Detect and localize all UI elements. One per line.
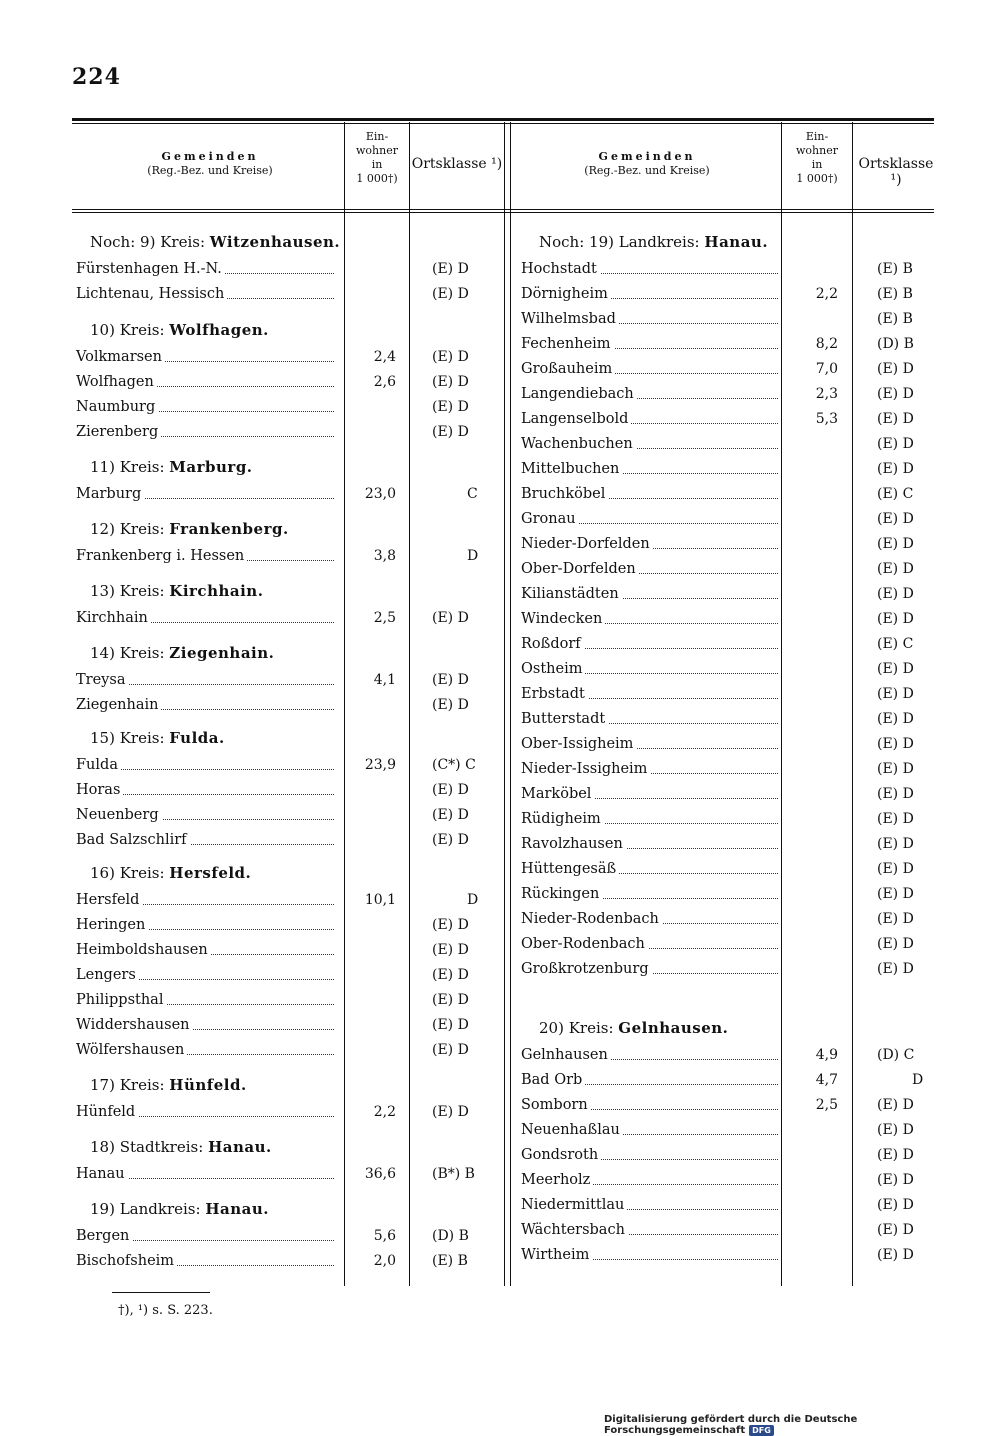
section-name: Hünfeld. [169, 1076, 247, 1094]
ortsklasse-value: (E) D [432, 1017, 469, 1033]
table-row [521, 857, 937, 881]
table-row [521, 332, 937, 356]
place-name: Somborn [521, 1093, 591, 1117]
table-row [76, 913, 492, 937]
table-row [521, 1068, 937, 1092]
credit-text: Digitalisierung gefördert durch die Deutsche Forschungsgemeinschaft [604, 1414, 858, 1436]
ortsklasse-value: (E) D [877, 586, 914, 602]
ortsklasse-value: (E) D [432, 286, 469, 302]
table-row [76, 1249, 492, 1273]
place-name: Niedermittlau [521, 1193, 627, 1217]
ortsklasse-value: (E) B [877, 261, 913, 277]
place-name: Langenselbold [521, 407, 631, 431]
place-name: Hünfeld [76, 1100, 138, 1124]
header-einwohner-line: wohner [356, 144, 398, 157]
table-row [521, 782, 937, 806]
header-einwohner-line: 1 000†) [796, 172, 838, 185]
footnote-rule [112, 1292, 210, 1293]
ortsklasse-value: D [912, 1072, 924, 1088]
place-name: Windecken [521, 607, 605, 631]
ortsklasse-value: (E) D [432, 374, 469, 390]
place-name: Nieder-Dorfelden [521, 532, 653, 556]
ortsklasse-value: (E) D [432, 917, 469, 933]
ortsklasse-value: D [467, 548, 479, 564]
ortsklasse-value: (E) D [877, 1197, 914, 1213]
place-name: Hochstadt [521, 257, 600, 281]
population-value: 8,2 [815, 336, 838, 352]
header-gemeinden-title: Gemeinden [598, 150, 696, 163]
population-value: 7,0 [815, 361, 838, 377]
ortsklasse-value: (E) D [877, 1222, 914, 1238]
header-einwohner-right [782, 130, 852, 186]
table-row [521, 1093, 937, 1117]
ortsklasse-value: (E) D [877, 536, 914, 552]
top-rule-thick [72, 118, 934, 121]
ortsklasse-value: (E) D [877, 911, 914, 927]
digitization-credit [604, 1414, 1000, 1436]
section-heading [539, 1016, 728, 1040]
population-value: 2,2 [373, 1104, 396, 1120]
header-ortsklasse-left: Ortsklasse ¹) [411, 156, 503, 172]
ortsklasse-value: (E) D [877, 411, 914, 427]
header-bottom-rule-2 [72, 212, 934, 213]
table-row [76, 1038, 492, 1062]
section-heading [90, 1197, 269, 1221]
table-row [76, 395, 492, 419]
table-row [521, 557, 937, 581]
population-value: 2,4 [373, 349, 396, 365]
place-name: Großauheim [521, 357, 615, 381]
ortsklasse-value: (E) D [432, 1042, 469, 1058]
ortsklasse-value: (E) D [432, 942, 469, 958]
place-name: Frankenberg i. Hessen [76, 544, 247, 568]
table-row [521, 707, 937, 731]
place-name: Rüdigheim [521, 807, 604, 831]
place-name: Wachenbuchen [521, 432, 636, 456]
section-prefix: 18) Stadtkreis: [90, 1138, 204, 1156]
ortsklasse-value: (E) D [877, 1147, 914, 1163]
place-name: Butterstadt [521, 707, 608, 731]
table-row [521, 682, 937, 706]
ortsklasse-value: (E) D [877, 436, 914, 452]
place-name: Rückingen [521, 882, 602, 906]
population-value: 2,5 [815, 1097, 838, 1113]
ortsklasse-value: (D) B [432, 1228, 469, 1244]
section-name: Ziegenhain. [169, 644, 275, 662]
place-name: Nieder-Rodenbach [521, 907, 662, 931]
table-row [521, 807, 937, 831]
place-name: Marköbel [521, 782, 594, 806]
section-name: Kirchhain. [169, 582, 264, 600]
place-name: Heringen [76, 913, 148, 937]
place-name: Bergen [76, 1224, 132, 1248]
table-row [521, 1118, 937, 1142]
ortsklasse-value: (E) D [432, 610, 469, 626]
population-value: 5,6 [373, 1228, 396, 1244]
ortsklasse-value: (D) B [877, 336, 914, 352]
place-name: Wölfershausen [76, 1038, 187, 1062]
ortsklasse-value: D [467, 892, 479, 908]
place-name: Bad Orb [521, 1068, 585, 1092]
ortsklasse-value: (E) D [432, 992, 469, 1008]
population-value: 4,1 [373, 672, 396, 688]
table-row [521, 407, 937, 431]
section-heading [90, 455, 253, 479]
section-heading [90, 318, 269, 342]
place-name: Naumburg [76, 395, 158, 419]
ortsklasse-value: (E) D [432, 424, 469, 440]
ortsklasse-value: (E) D [877, 1172, 914, 1188]
footnote: †), ¹) s. S. 223. [118, 1303, 213, 1318]
ortsklasse-value: (E) D [877, 611, 914, 627]
table-row [521, 1218, 937, 1242]
page-number: 224 [72, 64, 121, 90]
table-row [521, 1043, 937, 1067]
population-value: 10,1 [364, 892, 396, 908]
place-name: Lengers [76, 963, 139, 987]
ortsklasse-value: (C*) C [432, 757, 476, 773]
table-row [76, 803, 492, 827]
table-row [521, 832, 937, 856]
section-prefix: 15) Kreis: [90, 729, 165, 747]
place-name: Bruchköbel [521, 482, 608, 506]
ortsklasse-value: (E) D [877, 736, 914, 752]
place-name: Wächtersbach [521, 1218, 628, 1242]
table-row [76, 1224, 492, 1248]
table-row [521, 582, 937, 606]
place-name: Großkrotzenburg [521, 957, 652, 981]
place-name: Roßdorf [521, 632, 584, 656]
section-name: Gelnhausen. [618, 1019, 729, 1037]
place-name: Widdershausen [76, 1013, 193, 1037]
table-row [76, 888, 492, 912]
population-value: 2,0 [373, 1253, 396, 1269]
place-name: Gelnhausen [521, 1043, 611, 1067]
header-bottom-rule [72, 209, 934, 210]
section-name: Frankenberg. [169, 520, 289, 538]
place-name: Ober-Issigheim [521, 732, 636, 756]
header-gemeinden-title: Gemeinden [161, 150, 259, 163]
population-value: 4,9 [815, 1047, 838, 1063]
ortsklasse-value: (E) D [877, 1097, 914, 1113]
ortsklasse-value: (E) B [432, 1253, 468, 1269]
place-name: Gronau [521, 507, 579, 531]
place-name: Horas [76, 778, 123, 802]
ortsklasse-value: (E) D [432, 672, 469, 688]
table-row [76, 345, 492, 369]
ortsklasse-value: (E) D [877, 761, 914, 777]
section-name: Hanau. [205, 1200, 269, 1218]
section-prefix: 10) Kreis: [90, 321, 165, 339]
section-prefix: 19) Landkreis: [90, 1200, 201, 1218]
place-name: Erbstadt [521, 682, 588, 706]
ortsklasse-value: (E) D [877, 461, 914, 477]
ortsklasse-value: C [467, 486, 478, 502]
table-row [521, 482, 937, 506]
header-einwohner-line: wohner [796, 144, 838, 157]
table-row [521, 657, 937, 681]
table-row [76, 544, 492, 568]
table-row [521, 1243, 937, 1267]
ortsklasse-value: (E) D [877, 711, 914, 727]
place-name: Volkmarsen [76, 345, 165, 369]
place-name: Fürstenhagen H.-N. [76, 257, 225, 281]
header-gemeinden-left [80, 150, 340, 178]
table-row [521, 1143, 937, 1167]
header-gemeinden-sub: (Reg.-Bez. und Kreise) [147, 164, 273, 177]
ortsklasse-value: (E) D [877, 936, 914, 952]
table-row [76, 1162, 492, 1186]
section-heading [539, 230, 768, 254]
section-name: Fulda. [169, 729, 225, 747]
table-row [76, 1100, 492, 1124]
place-name: Wirtheim [521, 1243, 592, 1267]
population-value: 5,3 [815, 411, 838, 427]
table-row [76, 988, 492, 1012]
table-row [76, 668, 492, 692]
ortsklasse-value: (E) D [432, 1104, 469, 1120]
ortsklasse-value: (E) D [877, 886, 914, 902]
population-value: 2,5 [373, 610, 396, 626]
top-rule-thin [72, 123, 934, 124]
table-row [521, 257, 937, 281]
section-name: Witzenhausen. [209, 233, 341, 251]
section-prefix: Noch: 9) Kreis: [90, 233, 206, 251]
ortsklasse-value: (E) D [432, 399, 469, 415]
ortsklasse-value: (E) D [432, 967, 469, 983]
place-name: Wilhelmsbad [521, 307, 619, 331]
population-value: 2,6 [373, 374, 396, 390]
table-row [521, 282, 937, 306]
place-name: Kirchhain [76, 606, 151, 630]
ortsklasse-value: (E) D [877, 361, 914, 377]
table-row [76, 370, 492, 394]
header-ortsklasse-right: Ortsklasse ¹) [858, 156, 934, 188]
section-heading [90, 641, 274, 665]
place-name: Neuenhaßlau [521, 1118, 623, 1142]
section-prefix: 16) Kreis: [90, 864, 165, 882]
table-row [76, 257, 492, 281]
population-value: 36,6 [364, 1166, 396, 1182]
population-value: 23,0 [364, 486, 396, 502]
section-heading [90, 579, 263, 603]
place-name: Ziegenhain [76, 693, 161, 717]
table-row [76, 753, 492, 777]
section-prefix: 13) Kreis: [90, 582, 165, 600]
ortsklasse-value: (B*) B [432, 1166, 475, 1182]
population-value: 2,3 [815, 386, 838, 402]
ortsklasse-value: (E) D [877, 786, 914, 802]
table-row [76, 1013, 492, 1037]
table-row [521, 1168, 937, 1192]
ortsklasse-value: (E) D [432, 349, 469, 365]
place-name: Langendiebach [521, 382, 637, 406]
place-name: Ober-Rodenbach [521, 932, 648, 956]
section-heading [90, 1073, 247, 1097]
ortsklasse-value: (E) C [877, 486, 914, 502]
population-value: 3,8 [373, 548, 396, 564]
place-name: Bischofsheim [76, 1249, 177, 1273]
table-row [76, 693, 492, 717]
section-name: Hanau. [704, 233, 769, 251]
col-divider-center-b [510, 122, 511, 1286]
table-row [521, 907, 937, 931]
section-prefix: 12) Kreis: [90, 520, 165, 538]
place-name: Gondsroth [521, 1143, 601, 1167]
ortsklasse-value: (E) D [877, 961, 914, 977]
header-einwohner-line: 1 000†) [356, 172, 398, 185]
place-name: Ravolzhausen [521, 832, 626, 856]
ortsklasse-value: (E) D [432, 782, 469, 798]
table-row [521, 432, 937, 456]
table-row [521, 932, 937, 956]
place-name: Bad Salzschlirf [76, 828, 190, 852]
section-name: Hersfeld. [169, 864, 252, 882]
place-name: Neuenberg [76, 803, 162, 827]
table-row [76, 938, 492, 962]
ortsklasse-value: (E) C [877, 636, 914, 652]
header-einwohner-line: Ein- [805, 130, 829, 143]
ortsklasse-value: (E) D [877, 1122, 914, 1138]
ortsklasse-value: (D) C [877, 1047, 915, 1063]
section-heading [90, 1135, 272, 1159]
ortsklasse-value: (E) D [432, 807, 469, 823]
place-name: Fulda [76, 753, 121, 777]
ortsklasse-value: (E) D [877, 861, 914, 877]
header-einwohner-line: in [811, 158, 823, 171]
table-row [521, 757, 937, 781]
header-gemeinden-right [515, 150, 779, 178]
ortsklasse-value: (E) B [877, 311, 913, 327]
ortsklasse-value: (E) D [432, 261, 469, 277]
place-name: Fechenheim [521, 332, 614, 356]
section-heading [90, 726, 225, 750]
ortsklasse-value: (E) D [432, 832, 469, 848]
ortsklasse-value: (E) D [877, 811, 914, 827]
place-name: Lichtenau, Hessisch [76, 282, 227, 306]
table-row [521, 357, 937, 381]
place-name: Dörnigheim [521, 282, 611, 306]
table-row [76, 963, 492, 987]
table-row [521, 307, 937, 331]
ortsklasse-value: (E) D [877, 561, 914, 577]
place-name: Philippsthal [76, 988, 166, 1012]
table-row [521, 532, 937, 556]
table-row [76, 420, 492, 444]
col-divider-center-a [504, 122, 505, 1286]
place-name: Marburg [76, 482, 144, 506]
table-row [521, 457, 937, 481]
header-gemeinden-sub: (Reg.-Bez. und Kreise) [584, 164, 710, 177]
table-row [521, 1193, 937, 1217]
section-prefix: 20) Kreis: [539, 1019, 614, 1037]
place-name: Heimboldshausen [76, 938, 211, 962]
header-einwohner-left [345, 130, 409, 186]
table-row [76, 606, 492, 630]
table-row [521, 607, 937, 631]
ortsklasse-value: (E) D [432, 697, 469, 713]
ortsklasse-value: (E) D [877, 386, 914, 402]
ortsklasse-value: (E) D [877, 686, 914, 702]
table-row [76, 482, 492, 506]
table-row [521, 882, 937, 906]
section-heading [90, 517, 289, 541]
header-einwohner-line: Ein- [365, 130, 389, 143]
ortsklasse-value: (E) D [877, 661, 914, 677]
place-name: Nieder-Issigheim [521, 757, 650, 781]
ortsklasse-value: (E) D [877, 511, 914, 527]
table-row [521, 507, 937, 531]
place-name: Hanau [76, 1162, 128, 1186]
section-name: Hanau. [208, 1138, 272, 1156]
table-row [521, 632, 937, 656]
place-name: Wolfhagen [76, 370, 157, 394]
ortsklasse-value: (E) D [877, 836, 914, 852]
section-prefix: 11) Kreis: [90, 458, 165, 476]
population-value: 2,2 [815, 286, 838, 302]
place-name: Hüttengesäß [521, 857, 619, 881]
header-einwohner-line: in [371, 158, 383, 171]
table-row [521, 957, 937, 981]
place-name: Treysa [76, 668, 128, 692]
place-name: Ober-Dorfelden [521, 557, 639, 581]
section-heading [90, 861, 251, 885]
place-name: Mittelbuchen [521, 457, 622, 481]
ortsklasse-value: (E) B [877, 286, 913, 302]
place-name: Zierenberg [76, 420, 161, 444]
table-row [521, 732, 937, 756]
population-value: 23,9 [364, 757, 396, 773]
section-prefix: 17) Kreis: [90, 1076, 165, 1094]
table-row [521, 382, 937, 406]
section-prefix: Noch: 19) Landkreis: [539, 233, 700, 251]
table-row [76, 282, 492, 306]
ortsklasse-value: (E) D [877, 1247, 914, 1263]
population-value: 4,7 [815, 1072, 838, 1088]
section-heading [90, 230, 340, 254]
table-row [76, 828, 492, 852]
section-name: Marburg. [169, 458, 253, 476]
place-name: Kilianstädten [521, 582, 622, 606]
place-name: Hersfeld [76, 888, 142, 912]
section-prefix: 14) Kreis: [90, 644, 165, 662]
section-name: Wolfhagen. [169, 321, 269, 339]
place-name: Meerholz [521, 1168, 593, 1192]
table-row [76, 778, 492, 802]
dfg-logo: DFG [749, 1425, 774, 1436]
place-name: Ostheim [521, 657, 585, 681]
